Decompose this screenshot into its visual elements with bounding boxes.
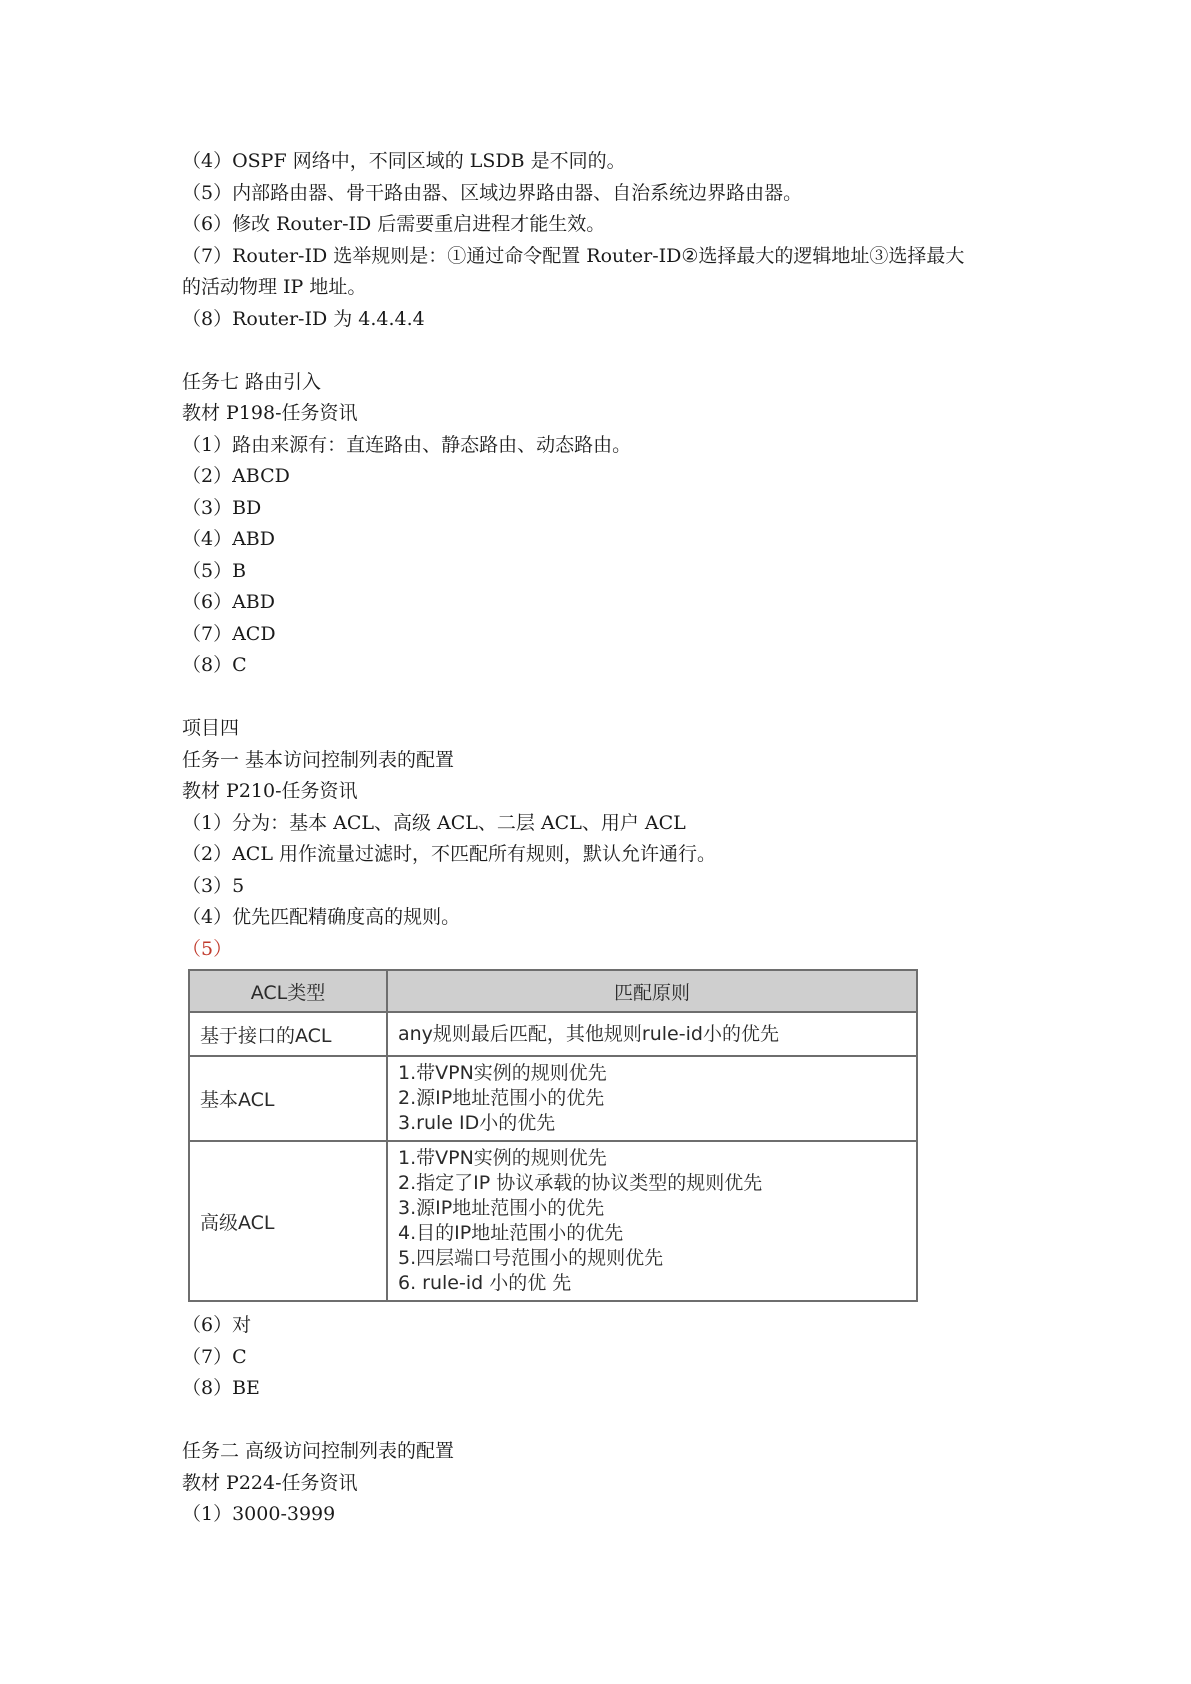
- spacer: [182, 335, 1042, 367]
- table-row: [189, 1141, 917, 1301]
- section-title: 任务一 基本访问控制列表的配置: [182, 748, 455, 771]
- acl-matching-table: [188, 969, 918, 1302]
- answer-line: （3）5: [182, 874, 245, 897]
- route-import-section: [182, 367, 1042, 682]
- rule-line: any规则最后匹配，其他规则rule-id小的优先: [398, 1022, 779, 1045]
- table-row: [189, 1012, 917, 1056]
- answer-line: （4）ABD: [182, 528, 276, 550]
- rule-line: 4.目的IP地址范围小的优先: [398, 1222, 624, 1244]
- answer-line: （8）BE: [182, 1377, 260, 1399]
- section-reference: 教材 P198-任务资讯: [182, 402, 358, 424]
- answer-line: （5）B: [182, 559, 247, 582]
- section-reference: 教材 P224-任务资讯: [182, 1471, 358, 1494]
- spacer: [182, 682, 1042, 714]
- rule-line: 2.指定了IP 协议承载的协议类型的规则优先: [398, 1172, 763, 1194]
- advanced-acl-section: [182, 1436, 1042, 1531]
- project-title: 项目四: [182, 717, 240, 739]
- rule-line: 3.源IP地址范围小的优先: [398, 1197, 605, 1219]
- rule-line: 5.四层端口号范围小的规则优先: [398, 1247, 664, 1269]
- answer-line: （6）对: [182, 1314, 252, 1336]
- acl-type-cell: 高级ACL: [189, 1141, 387, 1301]
- answer-line: （7）ACD: [182, 622, 276, 645]
- answer-line: （3）BD: [182, 496, 262, 519]
- section-title: 任务七 路由引入: [182, 370, 322, 393]
- answer-line: （4）优先匹配精确度高的规则。: [182, 906, 461, 928]
- answer-line: （2）ACL 用作流量过滤时，不匹配所有规则，默认允许通行。: [182, 843, 717, 865]
- answer-number-red: （5）: [182, 937, 233, 960]
- answer-line: （8）Router-ID 为 4.4.4.4: [182, 307, 425, 330]
- acl-type-cell: 基于接口的ACL: [189, 1012, 387, 1056]
- rule-line: 6. rule-id 小的优 先: [398, 1272, 572, 1294]
- answer-line: （4）OSPF 网络中，不同区域的 LSDB 是不同的。: [182, 150, 626, 172]
- rule-cell: [387, 1056, 917, 1141]
- answer-line: （5）内部路由器、骨干路由器、区域边界路由器、自治系统边界路由器。: [182, 181, 803, 204]
- spacer: [182, 1405, 1042, 1437]
- answer-line: （1）分为：基本 ACL、高级 ACL、二层 ACL、用户 ACL: [182, 811, 686, 834]
- rule-line: 1.带VPN实例的规则优先: [398, 1062, 607, 1084]
- ospf-answers: [182, 146, 1042, 335]
- section-reference: 教材 P210-任务资讯: [182, 780, 358, 802]
- basic-acl-section: [182, 713, 1042, 1405]
- header-match-rule: 匹配原则: [387, 970, 917, 1012]
- answer-line: （2）ABCD: [182, 465, 290, 487]
- table-row: [189, 1056, 917, 1141]
- answer-line: （8）C: [182, 654, 247, 676]
- rule-line: 1.带VPN实例的规则优先: [398, 1147, 607, 1169]
- answer-line: （6）ABD: [182, 591, 276, 613]
- answer-line: （1）路由来源有：直连路由、静态路由、动态路由。: [182, 433, 632, 456]
- rule-line: 2.源IP地址范围小的优先: [398, 1087, 605, 1109]
- section-title: 任务二 高级访问控制列表的配置: [182, 1440, 455, 1462]
- answer-line: （1）3000-3999: [182, 1503, 336, 1525]
- document-page: [182, 146, 1042, 1531]
- rule-cell: [387, 1012, 917, 1056]
- answer-line: （7）Router-ID 选举规则是：①通过命令配置 Router-ID②选择最大的逻辑地址③选择最大的活动物理 IP 地址。: [182, 244, 965, 298]
- rule-cell: [387, 1141, 917, 1301]
- table-header-row: [189, 970, 917, 1012]
- header-acl-type: ACL类型: [189, 970, 387, 1012]
- rule-line: 3.rule ID小的优先: [398, 1112, 556, 1134]
- acl-type-cell: 基本ACL: [189, 1056, 387, 1141]
- answer-line: （6）修改 Router-ID 后需要重启进程才能生效。: [182, 213, 606, 235]
- answer-line: （7）C: [182, 1345, 247, 1368]
